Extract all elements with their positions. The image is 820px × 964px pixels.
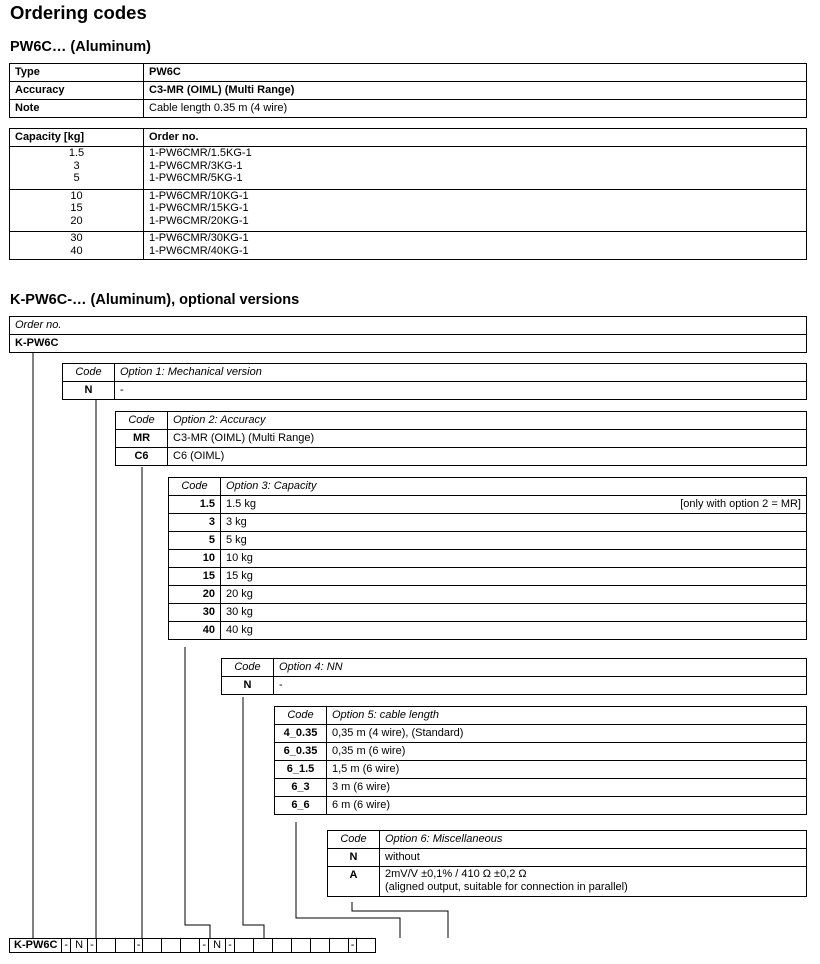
capacity-group: 10 15 20 xyxy=(10,189,144,232)
option-desc: 40 kg xyxy=(221,622,807,640)
code-header: Code xyxy=(63,364,115,382)
info-label: Type xyxy=(10,64,144,82)
capacity-group: 1.5 3 5 xyxy=(10,147,144,190)
option-desc: 20 kg xyxy=(221,586,807,604)
option-code: 3 xyxy=(169,514,221,532)
option-code: MR xyxy=(116,430,168,448)
option-desc: 6 m (6 wire) xyxy=(327,797,807,815)
code-header: Code xyxy=(222,659,274,677)
sequence-slot xyxy=(329,939,348,953)
option-code: C6 xyxy=(116,448,168,466)
sequence-opt4: N xyxy=(209,939,226,953)
info-value: PW6C xyxy=(144,64,807,82)
option-title: Option 1: Mechanical version xyxy=(115,364,807,382)
option-title: Option 6: Miscellaneous xyxy=(380,831,807,849)
option-code: 20 xyxy=(169,586,221,604)
order-group: 1-PW6CMR/30KG-1 1-PW6CMR/40KG-1 xyxy=(144,232,807,260)
option-code: 6_6 xyxy=(275,797,327,815)
option-title: Option 2: Accuracy xyxy=(168,412,807,430)
sequence-slot xyxy=(272,939,291,953)
option-title: Option 4: NN xyxy=(274,659,807,677)
option-desc: 30 kg xyxy=(221,604,807,622)
option-desc: 3 kg xyxy=(221,514,807,532)
option-code: N xyxy=(63,382,115,400)
option-desc: 1,5 m (6 wire) xyxy=(327,761,807,779)
option-desc: C6 (OIML) xyxy=(168,448,807,466)
option-code: A xyxy=(328,867,380,897)
order-no-label: Order no. xyxy=(10,317,807,335)
info-label: Accuracy xyxy=(10,82,144,100)
option-code: 30 xyxy=(169,604,221,622)
page-title: Ordering codes xyxy=(10,2,147,23)
sequence-dash: - xyxy=(134,939,143,953)
option-code: 6_1.5 xyxy=(275,761,327,779)
option-desc: C3-MR (OIML) (Multi Range) xyxy=(168,430,807,448)
sequence-slot xyxy=(162,939,181,953)
order-no-value: K-PW6C xyxy=(10,335,807,353)
sequence-dash: - xyxy=(226,939,235,953)
option-desc: without xyxy=(380,849,807,867)
info-value: C3-MR (OIML) (Multi Range) xyxy=(144,82,807,100)
option-desc: 0,35 m (6 wire) xyxy=(327,743,807,761)
option-title: Option 3: Capacity xyxy=(221,478,807,496)
sequence-slot xyxy=(115,939,134,953)
order-code-sequence xyxy=(9,938,376,953)
option-desc: 0,35 m (4 wire), (Standard) xyxy=(327,725,807,743)
option-code: N xyxy=(222,677,274,695)
option-code: 1.5 xyxy=(169,496,221,514)
option-desc: 3 m (6 wire) xyxy=(327,779,807,797)
sequence-dash: - xyxy=(200,939,209,953)
sequence-dash: - xyxy=(88,939,97,953)
option-desc: - xyxy=(115,382,807,400)
order-group: 1-PW6CMR/10KG-1 1-PW6CMR/15KG-1 1-PW6CMR/20KG-1 xyxy=(144,189,807,232)
option-desc: - xyxy=(274,677,807,695)
option-code: 10 xyxy=(169,550,221,568)
capacity-group: 30 40 xyxy=(10,232,144,260)
option-desc: 10 kg xyxy=(221,550,807,568)
sequence-slot xyxy=(181,939,200,953)
section-heading-optional: K-PW6C-… (Aluminum), optional versions xyxy=(10,292,300,308)
option-code: 6_0.35 xyxy=(275,743,327,761)
option-code: 5 xyxy=(169,532,221,550)
option-desc: 1.5 kg xyxy=(226,498,256,510)
code-header: Code xyxy=(328,831,380,849)
code-header: Code xyxy=(169,478,221,496)
option-note: [only with option 2 = MR] xyxy=(680,498,801,510)
order-group: 1-PW6CMR/1.5KG-1 1-PW6CMR/3KG-1 1-PW6CMR/5KG-1 xyxy=(144,147,807,190)
sequence-prefix: K-PW6C xyxy=(10,939,62,953)
sequence-slot xyxy=(357,939,376,953)
option-code: 6_3 xyxy=(275,779,327,797)
capacity-header: Capacity [kg] xyxy=(10,129,144,147)
option-code: N xyxy=(328,849,380,867)
option-code: 15 xyxy=(169,568,221,586)
option-desc: 2mV/V ±0,1% / 410 Ω ±0,2 Ω (aligned output, suitable for connection in parallel) xyxy=(380,867,807,897)
sequence-slot xyxy=(310,939,329,953)
sequence-slot xyxy=(291,939,310,953)
info-value: Cable length 0.35 m (4 wire) xyxy=(144,100,807,118)
option-code: 40 xyxy=(169,622,221,640)
order-header: Order no. xyxy=(144,129,807,147)
sequence-slot xyxy=(253,939,272,953)
section-heading-pw6c: PW6C… (Aluminum) xyxy=(10,39,151,55)
code-header: Code xyxy=(116,412,168,430)
sequence-slot xyxy=(96,939,115,953)
sequence-dash: - xyxy=(62,939,71,953)
sequence-slot xyxy=(143,939,162,953)
option-desc: 15 kg xyxy=(221,568,807,586)
option-desc: 5 kg xyxy=(221,532,807,550)
option-title: Option 5: cable length xyxy=(327,707,807,725)
code-header: Code xyxy=(275,707,327,725)
option-code: 4_0.35 xyxy=(275,725,327,743)
info-label: Note xyxy=(10,100,144,118)
sequence-opt1: N xyxy=(71,939,88,953)
sequence-slot xyxy=(234,939,253,953)
sequence-dash: - xyxy=(348,939,357,953)
